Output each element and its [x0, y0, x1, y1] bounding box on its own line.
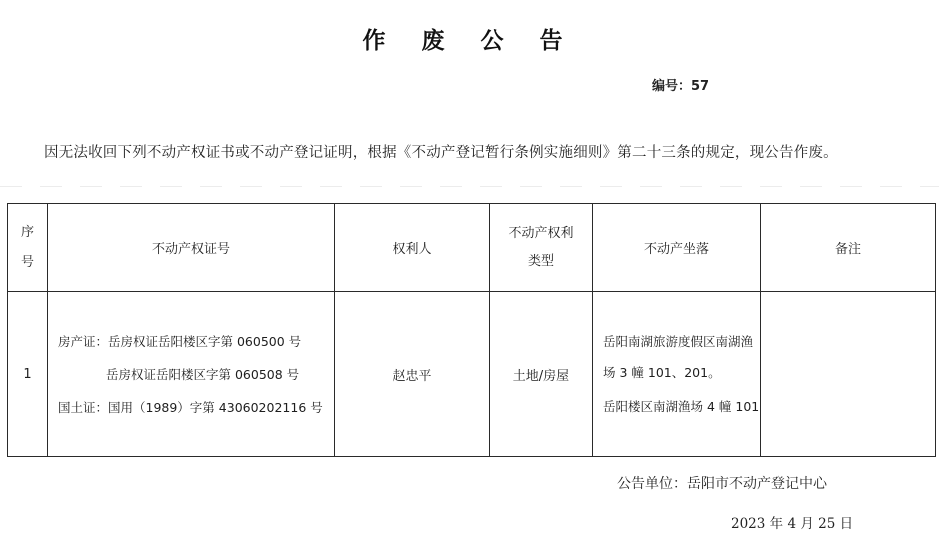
- location-line-1: 岳阳南湖旅游度假区南湖渔: [603, 334, 754, 349]
- row-location: [593, 292, 761, 457]
- row-cert-no: [48, 292, 335, 457]
- header-type: [490, 204, 593, 292]
- scan-noise-line: [0, 186, 939, 187]
- header-type-line1: 不动产权利: [508, 225, 574, 241]
- notice-intro: 因无法收回下列不动产权证书或不动产登记证明，根据《不动产登记暂行条例实施细则》第二十三条的规定，现公告作废。: [44, 145, 838, 161]
- notice-number: [652, 75, 709, 94]
- header-remarks: 备注: [761, 204, 936, 292]
- certificate-table: [7, 203, 936, 457]
- row-type: 土地/房屋: [490, 292, 593, 457]
- row-owner: 赵忠平: [335, 292, 490, 457]
- location-line-3: 岳阳楼区南湖渔场 4 幢 101: [603, 399, 760, 414]
- notice-date: 2023 年 4 月 25 日: [731, 516, 854, 532]
- header-type-line2: 类型: [527, 253, 554, 269]
- row-remarks: [761, 292, 936, 457]
- header-cert-no: 不动产权证号: [48, 204, 335, 292]
- header-location: 不动产坐落: [593, 204, 761, 292]
- row-seq: 1: [8, 292, 48, 457]
- cert-line-house: 房产证：岳房权证岳阳楼区字第 060500 号: [58, 333, 302, 349]
- cert-line-house-2: 岳房权证岳阳楼区字第 060508 号: [106, 366, 300, 382]
- issuer: 公告单位：岳阳市不动产登记中心: [617, 476, 827, 492]
- location-line-2: 场 3 幢 101、201。: [603, 365, 721, 380]
- notice-number-value: 57: [691, 79, 710, 94]
- notice-number-label: 编号：: [652, 79, 692, 94]
- header-seq-line2: 号: [20, 254, 34, 270]
- header-seq-line1: 序: [20, 224, 34, 240]
- header-seq: [8, 204, 48, 292]
- table-header-row: [8, 204, 936, 292]
- cert-line-land: 国土证：国用（1989）字第 43060202116 号: [58, 399, 323, 415]
- header-owner: 权利人: [335, 204, 490, 292]
- notice-title: 作 废 公 告: [362, 28, 577, 54]
- table-row: [8, 292, 936, 457]
